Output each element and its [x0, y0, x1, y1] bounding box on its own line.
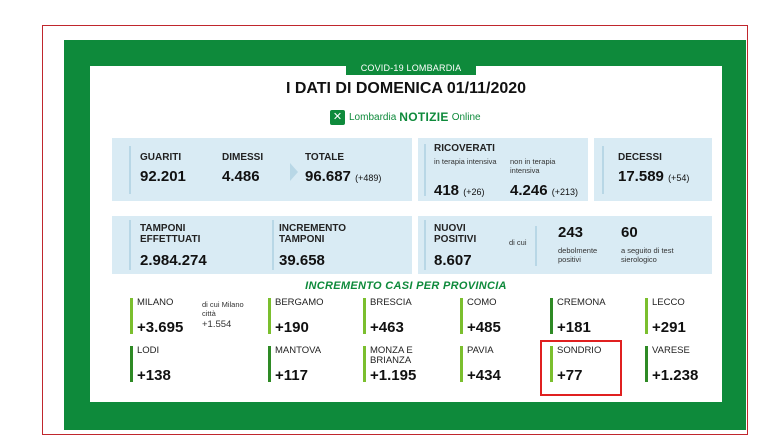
province-brescia: BRESCIA +463	[363, 298, 453, 336]
incremento-label: INCREMENTO TAMPONI	[279, 223, 347, 245]
ricoverati-label: RICOVERATI	[434, 143, 495, 154]
guariti-value: 92.201	[140, 168, 186, 185]
incremento-value: 39.658	[279, 252, 325, 269]
province-pavia: PAVIA +434	[460, 346, 550, 384]
province-sondrio: SONDRIO +77	[550, 346, 640, 384]
brand-post: Online	[451, 111, 481, 123]
guariti-label: GUARITI	[140, 152, 182, 163]
decessi-label: DECESSI	[618, 152, 662, 163]
province-milano: MILANO di cui Milano città +1.554 +3.695	[130, 298, 270, 336]
province-mantova: MANTOVA +117	[268, 346, 358, 384]
summary-box	[112, 138, 412, 201]
provinces-title: INCREMENTO CASI PER PROVINCIA	[305, 280, 507, 292]
non-intensiva-value: 4.246 (+213)	[510, 182, 578, 199]
brand-logo-icon: ✕	[330, 110, 345, 125]
infographic-card	[90, 63, 722, 402]
province-como: COMO +485	[460, 298, 550, 336]
intensiva-value: 418 (+26)	[434, 182, 485, 199]
province-monza: MONZA E BRIANZA +1.195	[363, 346, 453, 384]
tamponi-box	[112, 216, 412, 274]
intensiva-label: in terapia intensiva	[434, 157, 497, 166]
brand-main: NOTIZIE	[399, 110, 449, 124]
province-lodi: LODI +138	[130, 346, 220, 384]
province-lecco: LECCO +291	[645, 298, 735, 336]
decessi-value: 17.589 (+54)	[618, 168, 690, 185]
province-varese: VARESE +1.238	[645, 346, 735, 384]
totale-value: 96.687 (+489)	[305, 168, 382, 185]
non-intensiva-label: non in terapia intensiva	[510, 157, 556, 175]
brand-pre: Lombardia	[349, 111, 397, 123]
sondrio-highlight-box	[540, 340, 622, 396]
arrow-icon	[290, 163, 298, 181]
province-cremona: CREMONA +181	[550, 298, 640, 336]
page-title: I DATI DI DOMENICA 01/11/2020	[285, 80, 527, 97]
di-cui-label: di cui	[509, 238, 527, 247]
brand	[330, 109, 481, 125]
positivi-box	[418, 216, 712, 274]
province-bergamo: BERGAMO +190	[268, 298, 358, 336]
tamponi-label: TAMPONI EFFETTUATI	[140, 223, 201, 245]
dimessi-label: DIMESSI	[222, 152, 264, 163]
totale-label: TOTALE	[305, 152, 345, 163]
test-label: a seguito di test sierologico	[621, 246, 674, 264]
positivi-label: NUOVI POSITIVI	[434, 223, 477, 245]
ricoverati-box	[418, 138, 588, 201]
tamponi-value: 2.984.274	[140, 252, 207, 269]
deboli-value: 243	[558, 224, 584, 241]
dimessi-value: 4.486	[222, 168, 260, 185]
header-tag: COVID-19 LOMBARDIA	[346, 61, 476, 75]
decessi-box	[594, 138, 712, 201]
deboli-label: debolmente positivi	[558, 246, 598, 264]
test-value: 60	[621, 224, 638, 241]
positivi-value: 8.607	[434, 252, 472, 269]
